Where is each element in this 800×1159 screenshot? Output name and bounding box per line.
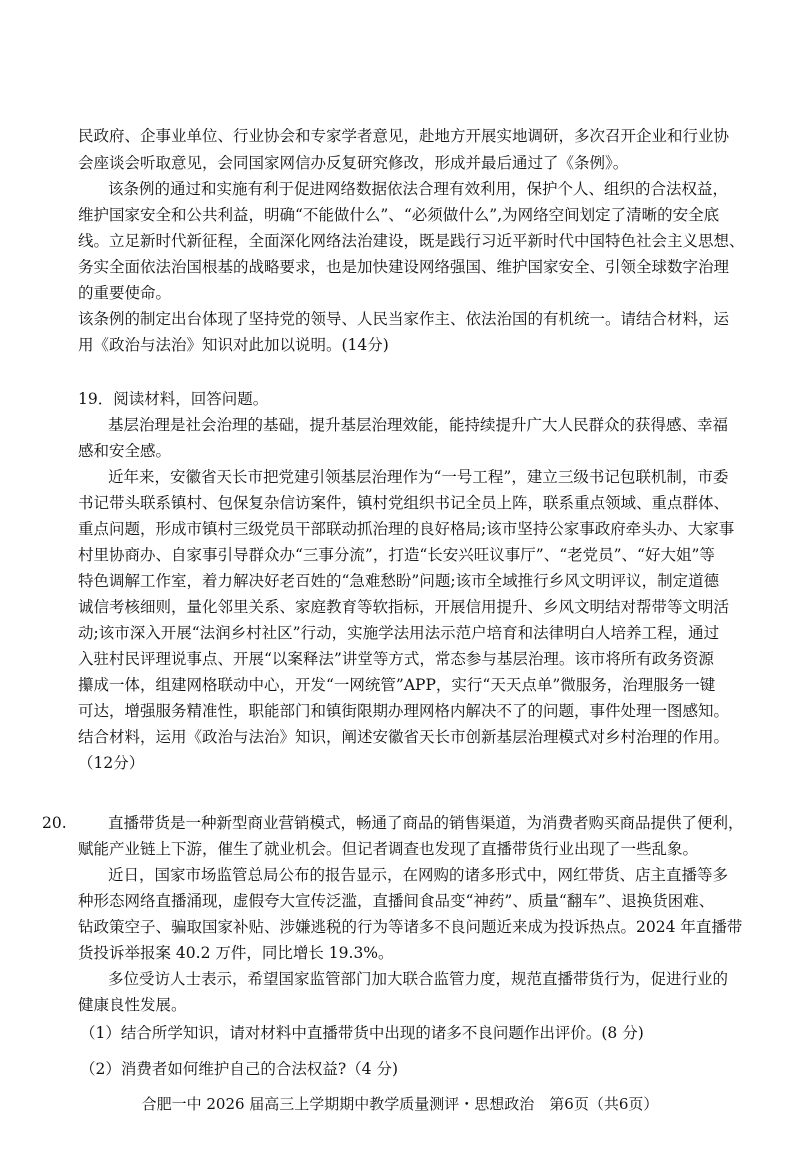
q20-p1-line-2: 赋能产业链上下游，催生了就业机会。但记者调查也发现了直播带货行业出现了一些乱象。 xyxy=(78,840,699,858)
q19-p2-line-3: 重点问题，形成市镇村三级党员干部联动抓治理的良好格局;该市坚持公家事政府牵头办、大家事 xyxy=(78,520,735,538)
q20-p3-line-1: 多位受访人士表示，希望国家监管部门加大联合监管力度，规范直播带货行为，促进行业的 xyxy=(108,970,729,988)
q20-p2-line-2: 种形态网络直播涌现，虚假夸大宣传泛滥，直播间食品变“神药”、质量“翻车”、退换货困难、 xyxy=(78,892,715,910)
q20-p2-line-4: 货投诉举报案 40.2 万件，同比增长 19.3%。 xyxy=(78,944,394,962)
q18-question-line-2: 用《政治与法治》知识对此加以说明。(14分) xyxy=(78,336,389,354)
q18-para-line-4: 务实全面依法治国根基的战略要求，也是加快建设网络强国、维护国家安全、引领全球数字治理 xyxy=(78,258,730,276)
q19-p2-line-8: 入驻村民评理说事点、开展“以案释法”讲堂等方式，常态参与基层治理。该市将所有政务资源 xyxy=(78,650,714,668)
q18-intro-line-1: 民政府、企事业单位、行业协会和专家学者意见，赴地方开展实地调研，多次召开企业和行业协 xyxy=(78,127,730,145)
q20-p1-line-1: 直播带货是一种新型商业营销模式，畅通了商品的销售渠道，为消费者购买商品提供了便利， xyxy=(108,814,744,832)
q20-subquestion-2: （2）消费者如何维护自己的合法权益?（4 分) xyxy=(80,1060,399,1078)
q20-p3-line-2: 健康良性发展。 xyxy=(78,996,187,1014)
q18-para-line-3: 线。立足新时代新征程，全面深化网络法治建设，既是践行习近平新时代中国特色社会主义思想、 xyxy=(78,232,745,250)
q18-para-line-2: 维护国家安全和公共利益，明确“不能做什么”、“必须做什么”,为网络空间划定了清晰的安全底 xyxy=(78,206,720,224)
q20-p2-line-3: 钻政策空子、骗取国家补贴、涉嫌逃税的行为等诸多不良问题近来成为投诉热点。2024 年直播带 xyxy=(78,918,743,936)
q18-para-line-1: 该条例的通过和实施有利于促进网络数据依法合理有效利用，保护个人、组织的合法权益， xyxy=(108,180,729,198)
q19-p2-line-1: 近年来，安徽省天长市把党建引领基层治理作为“一号工程”，建立三级书记包联机制，市委 xyxy=(108,468,729,486)
q20-p2-line-1: 近日，国家市场监管总局公布的报告显示，在网购的诸多形式中，网红带货、店主直播等多 xyxy=(108,866,729,884)
q19-p1-line-2: 感和安全感。 xyxy=(78,442,172,460)
q19-p2-line-4: 村里协商办、自家事引导群众办“三事分流”，打造“长安兴旺议事厅”、“老党员”、“好大姐”等 xyxy=(78,546,715,564)
q19-p2-line-6: 诚信考核细则，量化邻里关系、家庭教育等软指标，开展信用提升、乡风文明结对帮带等文明活 xyxy=(78,598,730,616)
q19-header: 19．阅读材料，回答问题。 xyxy=(78,390,269,408)
q20-number: 20. xyxy=(42,814,67,832)
q19-question-line-2: （12分） xyxy=(78,754,145,772)
page-footer: 合肥一中 2026 届高三上学期期中教学质量测评・思想政治 第6页（共6页） xyxy=(141,1095,659,1113)
q18-question-line-1: 该条例的制定出台体现了坚持党的领导、人民当家作主、依法治国的有机统一。请结合材料，运 xyxy=(78,310,730,328)
q19-p2-line-2: 书记带头联系镇村、包保复杂信访案件，镇村党组织书记全员上阵，联系重点领域、重点群体、 xyxy=(78,494,730,512)
q18-intro-line-2: 会座谈会听取意见，会同国家网信办反复研究修改，形成并最后通过了《条例》。 xyxy=(78,154,629,172)
q19-p2-line-7: 动;该市深入开展“法润乡村社区”行动，实施学法用法示范户培育和法律明白人培养工程，通过 xyxy=(78,624,720,642)
q18-para-line-5: 的重要使命。 xyxy=(78,284,172,302)
q19-question-line-1: 结合材料，运用《政治与法治》知识，阐述安徽省天长市创新基层治理模式对乡村治理的作用。 xyxy=(78,728,730,746)
q19-p2-line-5: 特色调解工作室，着力解决好老百姓的“急难愁盼”问题;该市全域推行乡风文明评议，制定道德 xyxy=(78,572,720,590)
q19-p2-line-9: 攥成一体，组建网格联动中心，开发“一网统管”APP，实行“天天点单”微服务，治理服务一键 xyxy=(78,676,716,694)
q19-p1-line-1: 基层治理是社会治理的基础，提升基层治理效能，能持续提升广大人民群众的获得感、幸福 xyxy=(108,416,729,434)
q20-subquestion-1: （1）结合所学知识，请对材料中直播带货中出现的诸多不良问题作出评价。(8 分) xyxy=(80,1024,644,1042)
q19-p2-line-10: 可达，增强服务精准性，职能部门和镇街限期办理网格内解决不了的问题，事件处理一图感知。 xyxy=(78,702,730,720)
